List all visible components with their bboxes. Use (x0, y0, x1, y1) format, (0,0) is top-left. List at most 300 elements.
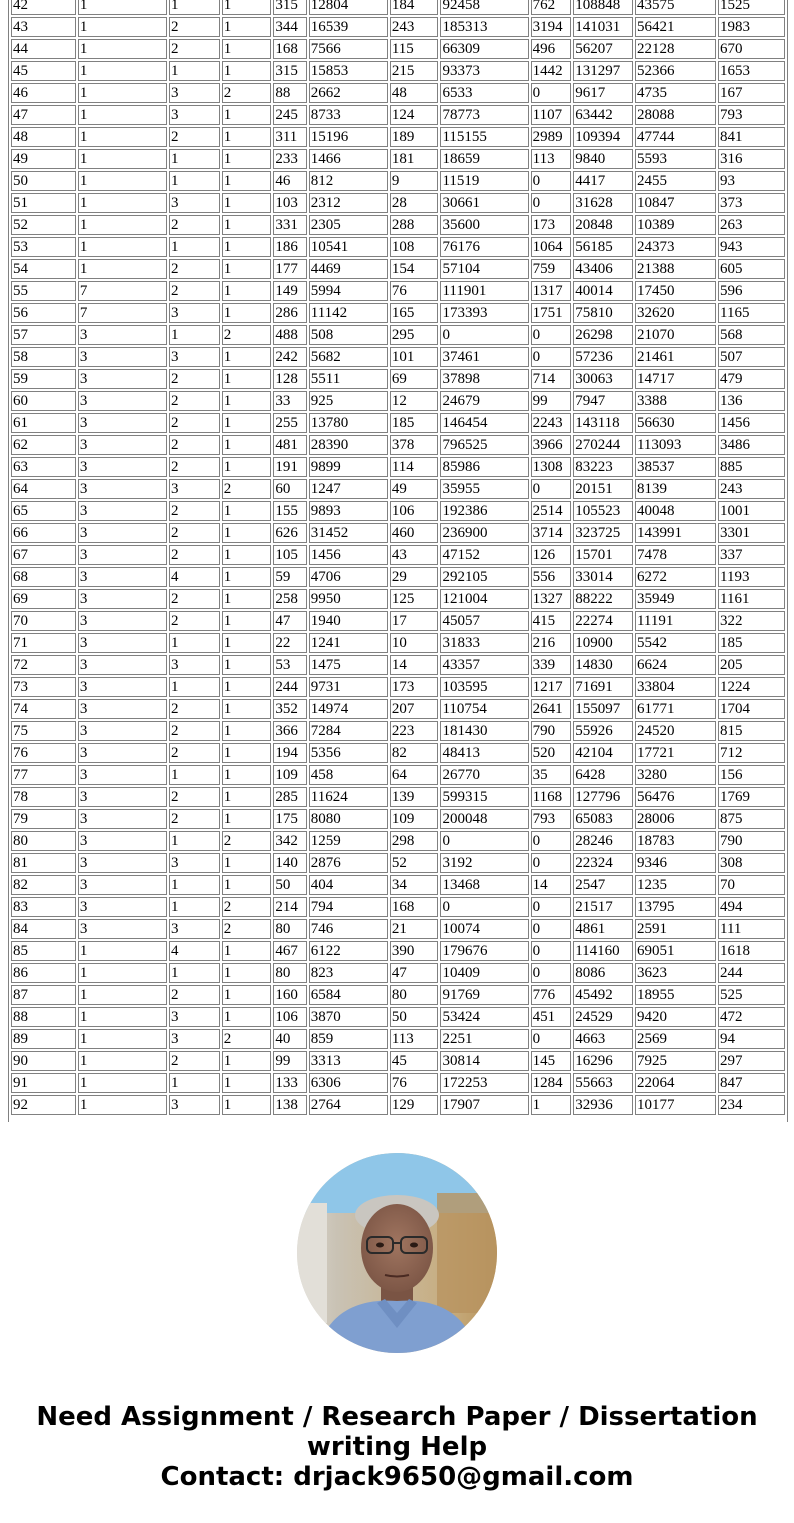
table-cell: 1 (169, 677, 220, 697)
table-cell: 3 (78, 699, 167, 719)
table-cell: 7566 (309, 39, 388, 59)
table-cell: 13795 (635, 897, 716, 917)
table-row (11, 853, 785, 873)
table-cell: 21517 (573, 897, 633, 917)
table-cell: 1 (222, 589, 272, 609)
table-cell: 216 (531, 633, 572, 653)
table-cell: 101 (390, 347, 439, 367)
table-cell: 1107 (531, 105, 572, 125)
table-cell: 1241 (309, 633, 388, 653)
table-row (11, 787, 785, 807)
table-cell: 6306 (309, 1073, 388, 1093)
table-cell: 2305 (309, 215, 388, 235)
table-cell: 596 (718, 281, 785, 301)
table-cell: 1 (222, 545, 272, 565)
table-row (11, 831, 785, 851)
table-cell: 82 (390, 743, 439, 763)
table-cell: 297 (718, 1051, 785, 1071)
table-cell: 481 (273, 435, 306, 455)
table-cell: 3 (78, 325, 167, 345)
contact-banner (0, 1402, 794, 1492)
table-cell: 74 (11, 699, 76, 719)
table-cell: 20151 (573, 479, 633, 499)
table-cell: 1 (169, 765, 220, 785)
table-cell: 285 (273, 787, 306, 807)
table-cell: 6584 (309, 985, 388, 1005)
table-cell: 1456 (718, 413, 785, 433)
table-cell: 185 (390, 413, 439, 433)
table-cell: 57104 (440, 259, 528, 279)
table-cell: 28246 (573, 831, 633, 851)
table-cell: 1 (222, 259, 272, 279)
table-cell: 0 (531, 853, 572, 873)
table-cell: 14 (531, 875, 572, 895)
table-row (11, 17, 785, 37)
table-cell: 507 (718, 347, 785, 367)
table-cell: 38537 (635, 457, 716, 477)
table-cell: 2662 (309, 83, 388, 103)
table-cell: 121004 (440, 589, 528, 609)
table-cell: 110754 (440, 699, 528, 719)
table-cell: 759 (531, 259, 572, 279)
table-cell: 10900 (573, 633, 633, 653)
table-cell: 10177 (635, 1095, 716, 1115)
table-cell: 3 (78, 589, 167, 609)
table-cell: 6272 (635, 567, 716, 587)
table-row (11, 171, 785, 191)
table-cell: 2514 (531, 501, 572, 521)
table-cell: 179676 (440, 941, 528, 961)
table-cell: 3 (169, 1095, 220, 1115)
table-cell: 1235 (635, 875, 716, 895)
table-cell: 103595 (440, 677, 528, 697)
table-cell: 34 (390, 875, 439, 895)
table-cell: 415 (531, 611, 572, 631)
table-cell: 323725 (573, 523, 633, 543)
table-cell: 776 (531, 985, 572, 1005)
table-cell: 88 (273, 83, 306, 103)
table-cell: 4469 (309, 259, 388, 279)
table-cell: 5356 (309, 743, 388, 763)
table-cell: 1 (78, 39, 167, 59)
table-cell: 3 (78, 677, 167, 697)
table-cell: 2 (169, 127, 220, 147)
table-cell: 60 (273, 479, 306, 499)
table-cell: 56 (11, 303, 76, 323)
table-cell: 2 (169, 259, 220, 279)
table-cell: 46 (273, 171, 306, 191)
data-table (9, 0, 787, 1117)
table-cell: 31452 (309, 523, 388, 543)
table-cell: 467 (273, 941, 306, 961)
table-cell: 1308 (531, 457, 572, 477)
table-row (11, 61, 785, 81)
table-cell: 458 (309, 765, 388, 785)
table-cell: 8733 (309, 105, 388, 125)
table-cell: 2 (169, 985, 220, 1005)
table-cell: 244 (273, 677, 306, 697)
table-cell: 28006 (635, 809, 716, 829)
table-cell: 1 (78, 215, 167, 235)
table-cell: 125 (390, 589, 439, 609)
table-cell: 2569 (635, 1029, 716, 1049)
table-cell: 113 (531, 149, 572, 169)
table-cell: 0 (531, 941, 572, 961)
table-cell: 1 (169, 237, 220, 257)
table-cell: 9840 (573, 149, 633, 169)
table-cell: 15196 (309, 127, 388, 147)
table-cell: 61 (11, 413, 76, 433)
table-cell: 45492 (573, 985, 633, 1005)
table-cell: 11519 (440, 171, 528, 191)
table-cell: 9346 (635, 853, 716, 873)
table-cell: 62 (11, 435, 76, 455)
table-cell: 106 (273, 1007, 306, 1027)
table-cell: 263 (718, 215, 785, 235)
contact-email[interactable]: Contact: drjack9650@gmail.com (160, 1462, 634, 1492)
table-cell: 5994 (309, 281, 388, 301)
table-cell: 3 (78, 875, 167, 895)
table-cell: 22128 (635, 39, 716, 59)
table-cell: 4 (169, 567, 220, 587)
table-cell: 308 (718, 853, 785, 873)
table-cell: 1 (169, 875, 220, 895)
table-cell: 1 (78, 1007, 167, 1027)
table-cell: 9899 (309, 457, 388, 477)
table-cell: 52 (11, 215, 76, 235)
table-cell: 1284 (531, 1073, 572, 1093)
table-cell: 108848 (573, 0, 633, 15)
table-cell: 1168 (531, 787, 572, 807)
table-cell: 128 (273, 369, 306, 389)
table-cell: 1704 (718, 699, 785, 719)
table-cell: 75 (11, 721, 76, 741)
table-cell: 78 (11, 787, 76, 807)
table-row (11, 237, 785, 257)
table-cell: 1 (169, 963, 220, 983)
table-cell: 1064 (531, 237, 572, 257)
table-cell: 4417 (573, 171, 633, 191)
table-cell: 64 (390, 765, 439, 785)
table-cell: 78773 (440, 105, 528, 125)
table-cell: 3 (169, 303, 220, 323)
table-cell: 11142 (309, 303, 388, 323)
table-cell: 1 (78, 1029, 167, 1049)
table-cell: 48413 (440, 743, 528, 763)
table-cell: 52366 (635, 61, 716, 81)
table-cell: 2 (169, 1051, 220, 1071)
table-cell: 859 (309, 1029, 388, 1049)
table-cell: 91 (11, 1073, 76, 1093)
person-photo-icon (297, 1153, 497, 1353)
table-cell: 14974 (309, 699, 388, 719)
table-cell: 56185 (573, 237, 633, 257)
table-cell: 66 (11, 523, 76, 543)
table-cell: 875 (718, 809, 785, 829)
table-cell: 3 (78, 809, 167, 829)
table-cell: 22324 (573, 853, 633, 873)
table-cell: 181430 (440, 721, 528, 741)
table-cell: 14 (390, 655, 439, 675)
table-cell: 9731 (309, 677, 388, 697)
table-cell: 714 (531, 369, 572, 389)
table-cell: 165 (390, 303, 439, 323)
table-cell: 140 (273, 853, 306, 873)
table-cell: 0 (440, 325, 528, 345)
table-cell: 115 (390, 39, 439, 59)
table-row (11, 105, 785, 125)
table-cell: 194 (273, 743, 306, 763)
table-cell: 43357 (440, 655, 528, 675)
table-cell: 3 (78, 501, 167, 521)
table-cell: 1 (78, 985, 167, 1005)
table-cell: 93 (718, 171, 785, 191)
table-cell: 525 (718, 985, 785, 1005)
table-cell: 48 (390, 83, 439, 103)
table-row (11, 589, 785, 609)
table-cell: 53424 (440, 1007, 528, 1027)
table-cell: 67 (11, 545, 76, 565)
table-cell: 1 (169, 149, 220, 169)
table-cell: 3 (78, 457, 167, 477)
table-cell: 1 (78, 61, 167, 81)
table-cell: 2 (169, 413, 220, 433)
table-row (11, 567, 785, 587)
table-cell: 3 (169, 347, 220, 367)
table-cell: 288 (390, 215, 439, 235)
table-cell: 1 (222, 875, 272, 895)
table-cell: 70 (718, 875, 785, 895)
table-cell: 0 (531, 325, 572, 345)
table-row (11, 809, 785, 829)
table-cell: 2989 (531, 127, 572, 147)
table-cell: 28088 (635, 105, 716, 125)
table-cell: 109 (390, 809, 439, 829)
table-row (11, 875, 785, 895)
table-cell: 50 (273, 875, 306, 895)
table-cell: 233 (273, 149, 306, 169)
table-cell: 556 (531, 567, 572, 587)
table-cell: 56476 (635, 787, 716, 807)
table-cell: 344 (273, 17, 306, 37)
table-cell: 1165 (718, 303, 785, 323)
table-cell: 109 (273, 765, 306, 785)
table-cell: 139 (390, 787, 439, 807)
table-cell: 1 (222, 127, 272, 147)
table-cell: 3 (78, 369, 167, 389)
table-cell: 30063 (573, 369, 633, 389)
table-cell: 124 (390, 105, 439, 125)
table-cell: 2 (169, 743, 220, 763)
table-cell: 3 (78, 743, 167, 763)
table-cell: 1 (531, 1095, 572, 1115)
table-cell: 793 (531, 809, 572, 829)
table-cell: 155097 (573, 699, 633, 719)
table-cell: 0 (531, 171, 572, 191)
table-cell: 1 (78, 941, 167, 961)
table-cell: 496 (531, 39, 572, 59)
table-cell: 18955 (635, 985, 716, 1005)
table-cell: 21 (390, 919, 439, 939)
table-cell: 2 (169, 523, 220, 543)
table-cell: 33804 (635, 677, 716, 697)
table-cell: 337 (718, 545, 785, 565)
table-cell: 69051 (635, 941, 716, 961)
table-cell: 1466 (309, 149, 388, 169)
table-cell: 3 (78, 655, 167, 675)
table-cell: 47 (390, 963, 439, 983)
table-cell: 192386 (440, 501, 528, 521)
table-cell: 2 (169, 435, 220, 455)
table-cell: 59 (273, 567, 306, 587)
table-cell: 55663 (573, 1073, 633, 1093)
table-cell: 35600 (440, 215, 528, 235)
table-cell: 1 (222, 611, 272, 631)
table-cell: 1 (222, 39, 272, 59)
table-cell: 1 (78, 17, 167, 37)
table-cell: 73 (11, 677, 76, 697)
table-cell: 286 (273, 303, 306, 323)
table-row (11, 259, 785, 279)
table-row (11, 1051, 785, 1071)
table-cell: 488 (273, 325, 306, 345)
table-cell: 2 (222, 897, 272, 917)
table-cell: 115155 (440, 127, 528, 147)
table-cell: 99 (273, 1051, 306, 1071)
table-row (11, 127, 785, 147)
table-cell: 56421 (635, 17, 716, 37)
table-cell: 138 (273, 1095, 306, 1115)
table-cell: 54 (11, 259, 76, 279)
table-cell: 44 (11, 39, 76, 59)
table-cell: 17721 (635, 743, 716, 763)
table-cell: 53 (273, 655, 306, 675)
table-cell: 3714 (531, 523, 572, 543)
table-cell: 105 (273, 545, 306, 565)
table-cell: 1 (169, 831, 220, 851)
table-cell: 599315 (440, 787, 528, 807)
table-cell: 145 (531, 1051, 572, 1071)
table-cell: 56630 (635, 413, 716, 433)
table-cell: 49 (11, 149, 76, 169)
table-cell: 10 (390, 633, 439, 653)
table-cell: 1 (222, 193, 272, 213)
table-cell: 0 (531, 963, 572, 983)
table-cell: 3 (78, 413, 167, 433)
table-row (11, 677, 785, 697)
table-cell: 77 (11, 765, 76, 785)
table-cell: 472 (718, 1007, 785, 1027)
table-cell: 92 (11, 1095, 76, 1115)
table-row (11, 391, 785, 411)
table-row (11, 149, 785, 169)
table-cell: 2 (169, 545, 220, 565)
table-cell: 2 (222, 919, 272, 939)
table-cell: 943 (718, 237, 785, 257)
table-cell: 3 (169, 479, 220, 499)
table-row (11, 545, 785, 565)
table-cell: 1456 (309, 545, 388, 565)
table-cell: 2 (222, 831, 272, 851)
table-cell: 64 (11, 479, 76, 499)
table-cell: 4663 (573, 1029, 633, 1049)
table-cell: 71 (11, 633, 76, 653)
table-row (11, 281, 785, 301)
table-cell: 234 (718, 1095, 785, 1115)
table-row (11, 435, 785, 455)
table-cell: 5682 (309, 347, 388, 367)
table-cell: 1 (169, 0, 220, 15)
table-cell: 156 (718, 765, 785, 785)
table-cell: 1247 (309, 479, 388, 499)
table-cell: 160 (273, 985, 306, 1005)
table-body (11, 0, 785, 1115)
table-cell: 45 (390, 1051, 439, 1071)
table-cell: 1 (222, 413, 272, 433)
table-cell: 9 (390, 171, 439, 191)
table-cell: 1 (78, 171, 167, 191)
table-cell: 71691 (573, 677, 633, 697)
table-cell: 1 (222, 303, 272, 323)
table-cell: 22274 (573, 611, 633, 631)
table-cell: 1317 (531, 281, 572, 301)
table-cell: 3 (169, 853, 220, 873)
table-cell: 48 (11, 127, 76, 147)
table-cell: 18783 (635, 831, 716, 851)
table-cell: 57236 (573, 347, 633, 367)
table-cell: 43406 (573, 259, 633, 279)
table-cell: 1 (222, 677, 272, 697)
table-cell: 1 (169, 171, 220, 191)
table-cell: 1 (222, 501, 272, 521)
table-cell: 1 (222, 985, 272, 1005)
table-cell: 16539 (309, 17, 388, 37)
table-cell: 13780 (309, 413, 388, 433)
table-cell: 106 (390, 501, 439, 521)
table-cell: 2 (222, 1029, 272, 1049)
table-cell: 72 (11, 655, 76, 675)
table-cell: 1 (222, 369, 272, 389)
table-cell: 9950 (309, 589, 388, 609)
table-cell: 11191 (635, 611, 716, 631)
table-row (11, 83, 785, 103)
table-cell: 1 (222, 743, 272, 763)
table-row (11, 193, 785, 213)
table-cell: 3623 (635, 963, 716, 983)
table-cell: 1618 (718, 941, 785, 961)
author-photo (297, 1153, 497, 1353)
table-cell: 790 (718, 831, 785, 851)
table-cell: 10847 (635, 193, 716, 213)
table-cell: 55926 (573, 721, 633, 741)
table-row (11, 501, 785, 521)
table-row (11, 347, 785, 367)
table-row (11, 0, 785, 15)
table-row (11, 1007, 785, 1027)
table-cell: 8139 (635, 479, 716, 499)
table-cell: 16296 (573, 1051, 633, 1071)
table-cell: 28390 (309, 435, 388, 455)
table-cell: 1 (169, 61, 220, 81)
table-cell: 1 (222, 1073, 272, 1093)
table-cell: 80 (390, 985, 439, 1005)
table-cell: 35955 (440, 479, 528, 499)
table-cell: 1 (78, 0, 167, 15)
table-cell: 69 (11, 589, 76, 609)
table-row (11, 325, 785, 345)
table-cell: 0 (440, 831, 528, 851)
table-row (11, 523, 785, 543)
